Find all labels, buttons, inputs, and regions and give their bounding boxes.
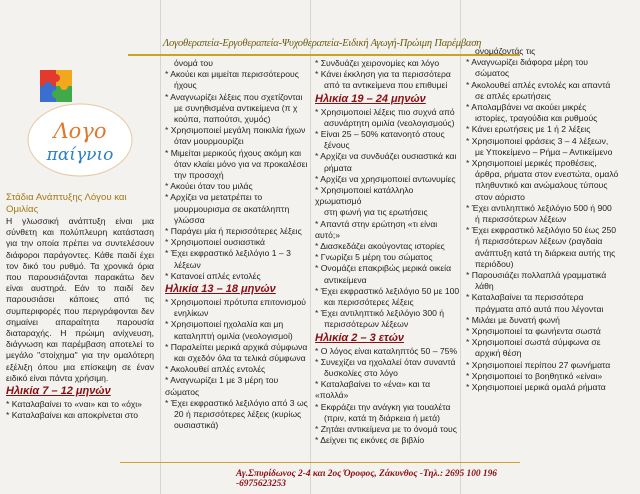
list-item: ιστορίες, τραγούδια και ρυθμούς: [475, 113, 598, 124]
list-item: * Έχει αντιληπτικό λεξιλόγιο 300 ή: [315, 308, 445, 319]
age-heading: Ηλικία 19 – 24 μηνών: [315, 92, 426, 105]
list-item: * Χρησιμοποιεί περίπου 27 φωνήματα: [466, 359, 611, 370]
list-item: * Καταλαβαίνει το «ένα» και τα «πολλά»: [315, 379, 431, 401]
list-item: αρχική θέση: [475, 348, 522, 359]
list-item: και περισσότερες λέξεις: [324, 297, 414, 308]
list-item: * Χρησιμοποιεί μερικές προθέσεις,: [466, 158, 597, 169]
list-item: * Αρχίζει να μετατρέπει το: [165, 192, 263, 203]
list-item: ξένους: [324, 140, 350, 151]
fold-line: [160, 0, 161, 494]
list-item: * Χρησιμοποιεί φράσεις 3 – 4 λέξεων,: [466, 135, 609, 146]
list-item: σε απλές ερωτήσεις: [475, 90, 551, 101]
list-item: * Έχει εκφραστικό λεξιλόγιο 50 έως 250: [466, 225, 617, 236]
list-item: * Χρησιμοποιεί ηχολαλία και μη: [165, 319, 284, 330]
list-item: * Έχει εκφραστικό λεξιλόγιο 1 – 3: [165, 248, 291, 259]
list-item: περιόδου): [475, 258, 514, 269]
column-3: [315, 58, 462, 447]
list-item: μουρμουρισμα σε ακατάληπτη γλώσσα: [174, 203, 290, 225]
list-item: * Καταλαβαίνει και αποκρίνεται στο: [6, 410, 139, 421]
list-item: * Αναγνωρίζει 1 με 3 μέρη του σώματος: [165, 375, 279, 397]
list-item: όταν μουρμουρίζει: [174, 136, 244, 147]
list-item: * Συνεχίζει να ηχολαλεί όταν συναντά: [315, 356, 456, 367]
footer-contact: Αγ.Σπυρίδωνος 2-4 και 2ος Όροφος, Ζάκυνθος -Τηλ.: 2695 100 196 -6975623253: [236, 469, 497, 489]
list-item: * Παρουσιάζει πολλαπλά γραμματικά: [466, 270, 607, 281]
list-item: * Ο λόγος είναι καταληπτός 50 – 75%: [315, 345, 458, 356]
list-item: λέξεων: [174, 259, 201, 270]
list-item: στη φωνή για τις ερωτήσεις: [324, 207, 428, 218]
age-heading: Ηλικία 2 – 3 ετών: [315, 331, 405, 344]
list-item: καταληπτή ομιλία (νεολογισμοί): [174, 330, 293, 341]
list-item: * Χρησιμοποιεί σωστά σύμφωνα σε: [466, 337, 601, 348]
list-item: * Αναγνωρίζει λέξεις που σχετίζονται: [165, 91, 303, 102]
list-item: ή περισσότερων λέξεων: [475, 214, 567, 225]
list-item: * Διασκεδάζει ακούγοντας ιστορίες: [315, 241, 445, 252]
list-item: (πριν, κατά τη διάρκεια ή μετά): [324, 412, 441, 423]
list-item: * Έχει αντιληπτικό λεξιλόγιο 500 ή 900: [466, 202, 612, 213]
list-item: * Ακούει και μιμείται περισσότερους: [165, 69, 299, 80]
intro-text: Η γλωσσική ανάπτυξη είναι μια σύνθετη και πολύπλευρη κατάσταση για την οποία πρέπει να συντελέσουν διάφοροι παράγοντες. Κάθε παιδί έχει τον δικό του ρυθμό. Τα χρονικά όρια που παρουσιάζονται παρακάτω δεν είναι αυστηρά. Εάν το παιδί δεν παρουσιάσει κάποιες από τις συμπεριφορές που περιγράφονται δεν σημαίνει απαραίτητα παρουσία διαταραχής. Η πρώιμη ανίχνευση, διάγνωση και παρέμβαση αποτελεί το μεγάλο "στοίχημα" για την ομαλότερη εξέλιξη όπου μια επίσκεψη σε έναν ειδικό είναι πάντα χρήσιμη.: [6, 216, 154, 383]
list-item: * Μιμείται μερικούς ήχους ακόμη και: [165, 147, 302, 158]
list-item: * Ακούει όταν του μιλάς: [165, 181, 253, 192]
list-item: αντικείμενα: [324, 274, 367, 285]
list-item: * Χρησιμοποιεί τα φωνήεντα σωστά: [466, 326, 601, 337]
list-item: με Υποκείμενο – Ρήμα – Αντικείμενο: [475, 146, 613, 157]
list-item: πράγματα από αυτά που λέγονται: [475, 303, 604, 314]
list-item: ονομάζοντάς τις: [475, 46, 536, 56]
list-item: * Κάνει ερωτήσεις με 1 ή 2 λέξεις: [466, 124, 591, 135]
footer-divider: [120, 462, 520, 463]
header-services: Λογοθεραπεία-Εργοθεραπεία-Ψυχοθεραπεία-Ειδική Αγωγή-Πρώιμη Παρέμβαση: [162, 38, 482, 49]
list-item: * Ζητάει αντικείμενα με το όνομά τους: [315, 424, 457, 435]
list-item: * Αρχίζει να συνδυάζει ουσιαστικά και: [315, 151, 457, 162]
list: [315, 58, 462, 92]
list-item: * Καταλαβαίνει το «ναι» και το «όχι»: [6, 399, 142, 410]
list-item: ρήματα: [324, 162, 352, 173]
list-item: κούπα, παπούτσι, χυμός): [174, 114, 271, 125]
list-item: ήχους: [174, 80, 197, 91]
list-item: * Γνωρίζει 5 μέρη του σώματος: [315, 252, 433, 263]
list-item: * Ακολουθεί απλές εντολές και απαντά: [466, 79, 611, 90]
list-item: * Ακολουθεί απλές εντολές: [165, 364, 266, 375]
list-item: πληθυντικό και ανώμαλους τύπους: [475, 180, 608, 191]
logo-text-top: Λογο: [53, 119, 107, 143]
list: [466, 46, 634, 393]
list-item: περισσότερων λέξεων: [324, 319, 409, 330]
list: [6, 399, 154, 421]
list-item: * Εκφράζει την ανάγκη για τουαλέτα: [315, 401, 451, 412]
logo-text-bottom: παίγνιο: [46, 145, 114, 165]
list-item: δυσκολίες στο λόγο: [324, 368, 398, 379]
list-item: * Είναι 25 – 50% κατανοητό στους: [315, 129, 445, 140]
list-item: * Χρησιμοποιεί πρότυπα επιτονισμού: [165, 297, 306, 308]
list-item: την προσοχή: [174, 170, 224, 181]
list-item: ανάπτυξη κατά τη διάρκεια αυτής της: [475, 247, 616, 258]
list-item: λάθη: [475, 281, 494, 292]
list-item: σώματος: [475, 68, 510, 79]
list: [315, 107, 462, 331]
list-item: 20 ή περισσότερες λέξεις (κυρίως: [174, 409, 302, 420]
list-item: * Καταλαβαίνει τα περισσότερα: [466, 292, 584, 303]
list-item: * Χρησιμοποιεί ουσιαστικά: [165, 237, 266, 248]
list-item: * Κάνει έκκληση για τα περισσότερα: [315, 69, 451, 80]
list-item: * Παραλείπει μερικά αρχικά σύμφωνα: [165, 341, 308, 352]
list-item: * Συνδυάζει χειρονομίες και λόγο: [315, 58, 440, 68]
section-heading: Στάδια Ανάπτυξης Λόγου και Ομιλίας: [6, 192, 127, 215]
list-item: ή περισσότερων λέξεων (ραγδαία: [475, 236, 603, 247]
list-item: * Αρχίζει να χρησιμοποιεί αντωνυμίες: [315, 173, 456, 184]
age-heading: Ηλικία 7 – 12 μηνών: [6, 385, 111, 398]
list-item: ενηλίκων: [174, 308, 209, 319]
list-item: με συνηθισμένα αντικείμενα (π χ: [174, 102, 298, 113]
column-4: [466, 46, 634, 393]
list: [165, 58, 310, 282]
list-item: * Χρησιμοποιεί το βοηθητικό «είναι»: [466, 370, 603, 381]
list-item: * Χρησιμοποιεί μεγάλη ποικιλία ήχων: [165, 125, 306, 136]
header-divider: [128, 54, 520, 56]
list-item: * Έχει εκφραστικό λεξιλόγιο 50 με 100: [315, 285, 460, 296]
list-item: * Δείχνει τις εικόνες σε βιβλίο: [315, 435, 425, 446]
fold-line: [310, 0, 311, 494]
list-item: όταν κλαίει μόνο για να προκαλέσει: [174, 158, 308, 169]
list: [165, 297, 310, 431]
list-item: * Ονομάζει επακριβώς μερικά οικεία: [315, 263, 452, 274]
list-item: όνομά του: [174, 58, 213, 68]
logo: [18, 62, 136, 182]
age-heading: Ηλικία 13 – 18 μηνών: [165, 283, 276, 296]
puzzle-icon: [40, 70, 72, 102]
list-item: στον αόριστο: [475, 191, 525, 202]
list: [315, 346, 462, 447]
list-item: ουσιαστικά): [174, 420, 219, 431]
list-item: * Χρησιμοποιεί λέξεις πιο συχνά από: [315, 106, 455, 117]
column-intro: [6, 192, 154, 421]
list-item: και σχεδόν όλα τα τελικά σύμφωνα: [174, 353, 306, 364]
list-item: * Χρησιμοποιεί κατάλληλο χρωματισμό: [315, 185, 414, 207]
list-item: * Κατανοεί απλές εντολές: [165, 270, 261, 281]
list-item: άρθρα, ρήματα στον ενεστώτα, ομαλό: [475, 169, 619, 180]
list-item: * Απολαμβάνει να ακούει μικρές: [466, 102, 587, 113]
column-2: [165, 58, 310, 432]
list-item: * Έχει εκφραστικό λεξιλόγιο από 3 ως: [165, 397, 308, 408]
list-item: ασυνάρτητη ομιλία (νεολογισμούς): [324, 117, 455, 128]
list-item: από τα αντικείμενα που επιθυμεί: [324, 80, 448, 91]
list-item: * Αναγνωρίζει διάφορα μέρη του: [466, 57, 588, 68]
list-item: * Μιλάει με δυνατή φωνή: [466, 314, 560, 325]
list-item: * Παράγει μία ή περισσότερες λέξεις: [165, 226, 302, 237]
list-item: * Απαντά στην ερώτηση «τι είναι αυτό;»: [315, 218, 438, 240]
list-item: * Χρησιμοποιεί μερικά ομαλά ρήματα: [466, 382, 606, 393]
